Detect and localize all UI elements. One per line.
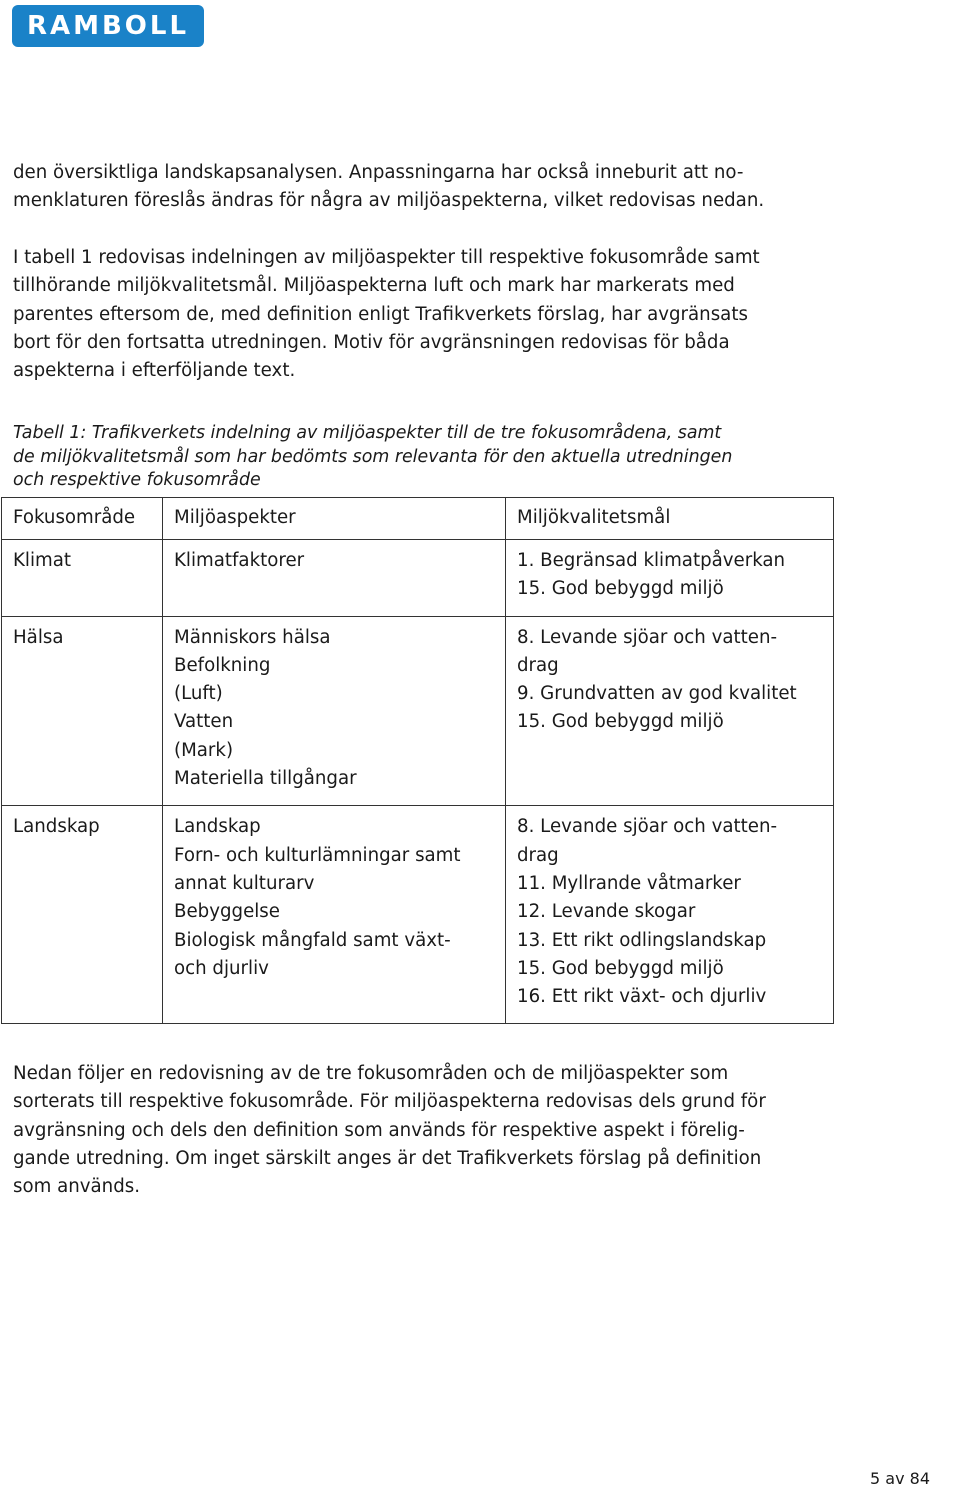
text-line: avgränsning och dels den definition som används för respektive aspekt i förelig- [13,1119,745,1141]
goal-item: 12. Levande skogar [517,901,696,923]
goal-item: 13. Ett rikt odlingslandskap [517,929,767,951]
goal-item: drag [517,654,559,676]
text-line: parentes eftersom de, med definition enligt Trafikverkets förslag, har avgränsats [13,303,748,325]
text-line: tillhörande miljökvalitetsmål. Miljöaspekterna luft och mark har markerats med [13,275,735,297]
aspect-item: Biologisk mångfald samt växt- [174,929,451,951]
cell-text: Klimat [13,550,72,571]
caption-line: och respektive fokusområde [13,470,261,490]
goal-item: drag [517,844,559,866]
text-line: den översiktliga landskapsanalysen. Anpassningarna har också inneburit att no- [13,162,744,183]
cell-text: Landskap [13,816,100,838]
aspect-item: (Mark) [174,739,234,761]
aspect-item: Materiella tillgångar [174,768,357,790]
table-caption [13,422,843,493]
cell-goals [506,616,834,806]
paragraph-following-overview [13,1060,843,1201]
text-line: menklaturen föreslås ändras för några av miljöaspekterna, vilket redovisas nedan. [13,190,765,212]
text-line: sorterats till respektive fokusområde. För miljöaspekterna redovisas dels grund för [13,1091,766,1113]
cell-aspects [163,540,506,617]
goal-item: 1. Begränsad klimatpåverkan [517,550,786,571]
goal-item: 15. God bebyggd miljö [517,711,724,733]
goal-item: 9. Grundvatten av god kvalitet [517,683,797,705]
text-line: aspekterna i efterföljande text. [13,360,296,382]
cell-focus-area [2,616,163,806]
aspect-item: Befolkning [174,654,271,676]
goal-item: 15. God bebyggd miljö [517,957,724,979]
ramboll-logo: RAMBOLL [12,5,204,47]
text-line: gande utredning. Om inget särskilt anges är det Trafikverkets förslag på definition [13,1147,762,1169]
aspect-item: Forn- och kulturlämningar samt [174,844,461,866]
cell-goals [506,806,834,1024]
cell-aspects [163,616,506,806]
goal-item: 8. Levande sjöar och vatten- [517,816,778,838]
table-row [2,540,834,617]
goal-item: 16. Ett rikt växt- och djurliv [517,986,767,1008]
page-number: 5 av 84 [870,1469,930,1488]
cell-focus-area [2,540,163,617]
table-header-row [2,498,834,540]
aspect-item: (Luft) [174,683,223,705]
text-line: som används. [13,1176,141,1198]
goal-item: 15. God bebyggd miljö [517,578,724,600]
text-line: bort för den fortsatta utredningen. Motiv för avgränsningen redovisas för båda [13,331,730,353]
aspect-item: och djurliv [174,957,269,979]
aspect-item: Bebyggelse [174,901,280,923]
table-row [2,616,834,806]
aspect-item: Vatten [174,711,234,733]
text-line: I tabell 1 redovisas indelningen av miljöaspekter till respektive fokusområde samt [13,247,760,268]
header-quality-goals: Miljökvalitetsmål [506,498,834,540]
cell-text: Hälsa [13,626,64,648]
paragraph-intro [13,159,843,216]
caption-line: de miljökvalitetsmål som har bedömts som relevanta för den aktuella utredningen [13,446,733,467]
header-focus-area: Fokusområde [2,498,163,540]
cell-aspects [163,806,506,1024]
goal-item: 8. Levande sjöar och vatten- [517,626,778,648]
cell-goals [506,540,834,617]
aspect-item: Landskap [174,816,261,838]
aspect-item: Människors hälsa [174,626,331,648]
cell-focus-area [2,806,163,1024]
environmental-aspects-table [1,497,834,1024]
goal-item: 11. Myllrande våtmarker [517,872,741,894]
aspect-item: Klimatfaktorer [174,550,305,571]
aspect-item: annat kulturarv [174,872,315,894]
caption-line: Tabell 1: Trafikverkets indelning av miljöaspekter till de tre fokusområdena, samt [13,423,722,443]
text-line: Nedan följer en redovisning av de tre fokusområden och de miljöaspekter som [13,1063,729,1084]
table-row [2,806,834,1024]
paragraph-table-reference [13,244,843,385]
header-environmental-aspects: Miljöaspekter [163,498,506,540]
